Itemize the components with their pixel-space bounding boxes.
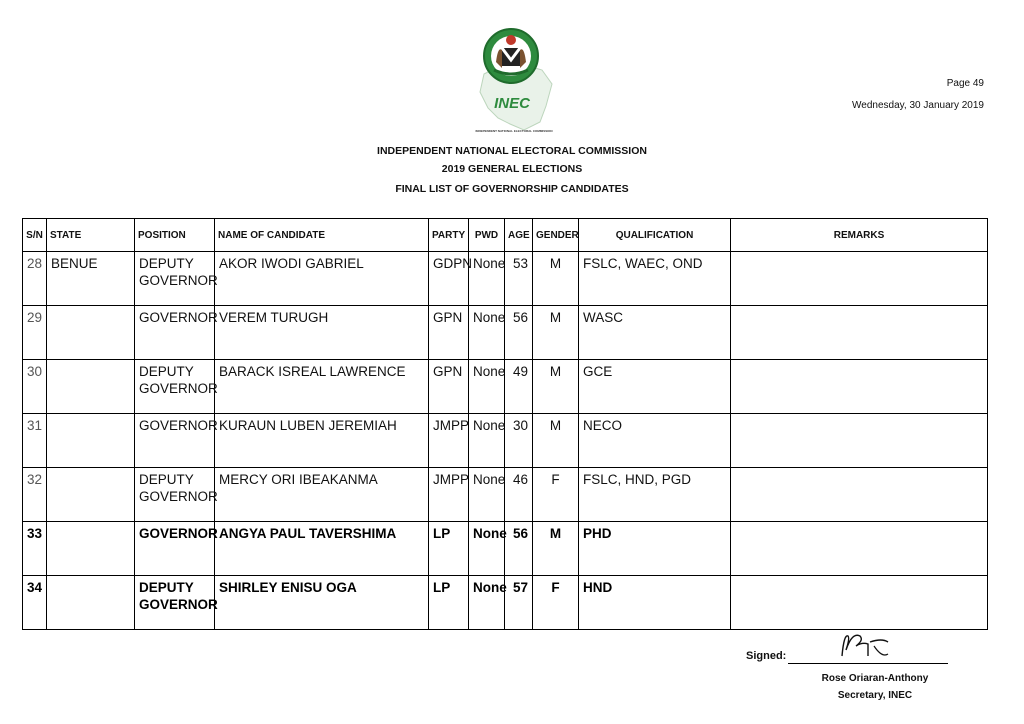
cell-pwd: None — [469, 306, 505, 360]
candidates-table — [22, 218, 988, 630]
cell-remarks — [731, 414, 988, 468]
cell-gender: M — [533, 252, 579, 306]
cell-age: 46 — [505, 468, 533, 522]
cell-qualification: FSLC, WAEC, OND — [579, 252, 731, 306]
cell-remarks — [731, 468, 988, 522]
cell-age: 57 — [505, 576, 533, 630]
cell-position: DEPUTY GOVERNOR — [135, 252, 215, 306]
cell-sn: 33 — [23, 522, 47, 576]
cell-sn: 34 — [23, 576, 47, 630]
cell-pwd: None — [469, 522, 505, 576]
table-row — [23, 468, 988, 522]
col-header-qualification: QUALIFICATION — [579, 219, 731, 252]
col-header-age: AGE — [505, 219, 533, 252]
col-header-sn: S/N — [23, 219, 47, 252]
cell-gender: M — [533, 306, 579, 360]
cell-position: DEPUTY GOVERNOR — [135, 360, 215, 414]
cell-age: 56 — [505, 306, 533, 360]
cell-party: GPN — [429, 306, 469, 360]
title-list: FINAL LIST OF GOVERNORSHIP CANDIDATES — [395, 183, 629, 195]
cell-name: BARACK ISREAL LAWRENCE — [215, 360, 429, 414]
cell-state — [47, 468, 135, 522]
cell-remarks — [731, 360, 988, 414]
cell-gender: F — [533, 576, 579, 630]
cell-party: JMPP — [429, 414, 469, 468]
cell-state — [47, 576, 135, 630]
page-info — [852, 73, 984, 117]
logo-wordmark: INEC — [494, 95, 530, 112]
cell-gender: M — [533, 414, 579, 468]
table-header-row — [23, 219, 988, 252]
cell-age: 49 — [505, 360, 533, 414]
signed-label: Signed: — [746, 650, 787, 662]
signer-block — [800, 670, 950, 704]
cell-qualification: PHD — [579, 522, 731, 576]
col-header-remarks: REMARKS — [731, 219, 988, 252]
col-header-state: STATE — [47, 219, 135, 252]
signer-name: Rose Oriaran-Anthony — [821, 673, 929, 684]
document-title — [0, 142, 1024, 198]
cell-pwd: None — [469, 468, 505, 522]
table-row — [23, 414, 988, 468]
document-date: Wednesday, 30 January 2019 — [852, 100, 984, 111]
cell-sn: 28 — [23, 252, 47, 306]
col-header-party: PARTY — [429, 219, 469, 252]
cell-age: 30 — [505, 414, 533, 468]
cell-pwd: None — [469, 576, 505, 630]
cell-state — [47, 522, 135, 576]
cell-age: 56 — [505, 522, 533, 576]
cell-gender: M — [533, 360, 579, 414]
cell-name: VEREM TURUGH — [215, 306, 429, 360]
cell-sn: 31 — [23, 414, 47, 468]
cell-pwd: None — [469, 252, 505, 306]
cell-party: GPN — [429, 360, 469, 414]
col-header-gender: GENDER — [533, 219, 579, 252]
cell-state — [47, 360, 135, 414]
cell-party: GDPN — [429, 252, 469, 306]
cell-position: GOVERNOR — [135, 522, 215, 576]
cell-remarks — [731, 576, 988, 630]
handwritten-signature — [838, 628, 890, 664]
cell-age: 53 — [505, 252, 533, 306]
cell-position: GOVERNOR — [135, 414, 215, 468]
cell-qualification: NECO — [579, 414, 731, 468]
cell-position: DEPUTY GOVERNOR — [135, 576, 215, 630]
col-header-pwd: PWD — [469, 219, 505, 252]
inec-logo — [470, 22, 560, 138]
cell-sn: 30 — [23, 360, 47, 414]
table-row — [23, 360, 988, 414]
cell-name: MERCY ORI IBEAKANMA — [215, 468, 429, 522]
signer-title: Secretary, INEC — [837, 690, 913, 701]
title-commission: INDEPENDENT NATIONAL ELECTORAL COMMISSION — [377, 145, 647, 157]
cell-gender: F — [533, 468, 579, 522]
col-header-name: NAME OF CANDIDATE — [215, 219, 429, 252]
cell-pwd: None — [469, 414, 505, 468]
cell-qualification: GCE — [579, 360, 731, 414]
cell-sn: 32 — [23, 468, 47, 522]
cell-party: LP — [429, 576, 469, 630]
cell-remarks — [731, 252, 988, 306]
table-row — [23, 576, 988, 630]
cell-name: ANGYA PAUL TAVERSHIMA — [215, 522, 429, 576]
title-elections: 2019 GENERAL ELECTIONS — [441, 163, 583, 175]
cell-gender: M — [533, 522, 579, 576]
cell-position: DEPUTY GOVERNOR — [135, 468, 215, 522]
page-number: Page 49 — [946, 78, 984, 89]
table-row — [23, 252, 988, 306]
signature-line — [788, 663, 948, 664]
cell-name: SHIRLEY ENISU OGA — [215, 576, 429, 630]
cell-qualification: FSLC, HND, PGD — [579, 468, 731, 522]
cell-position: GOVERNOR — [135, 306, 215, 360]
cell-name: KURAUN LUBEN JEREMIAH — [215, 414, 429, 468]
cell-sn: 29 — [23, 306, 47, 360]
table-row — [23, 306, 988, 360]
cell-name: AKOR IWODI GABRIEL — [215, 252, 429, 306]
cell-state — [47, 306, 135, 360]
cell-state — [47, 414, 135, 468]
cell-state: BENUE — [47, 252, 135, 306]
cell-qualification: HND — [579, 576, 731, 630]
cell-remarks — [731, 306, 988, 360]
logo-subtext: INDEPENDENT NATIONAL ELECTORAL COMMISSION — [475, 129, 553, 133]
table-row — [23, 522, 988, 576]
cell-qualification: WASC — [579, 306, 731, 360]
cell-party: JMPP — [429, 468, 469, 522]
col-header-position: POSITION — [135, 219, 215, 252]
cell-remarks — [731, 522, 988, 576]
cell-pwd: None — [469, 360, 505, 414]
cell-party: LP — [429, 522, 469, 576]
